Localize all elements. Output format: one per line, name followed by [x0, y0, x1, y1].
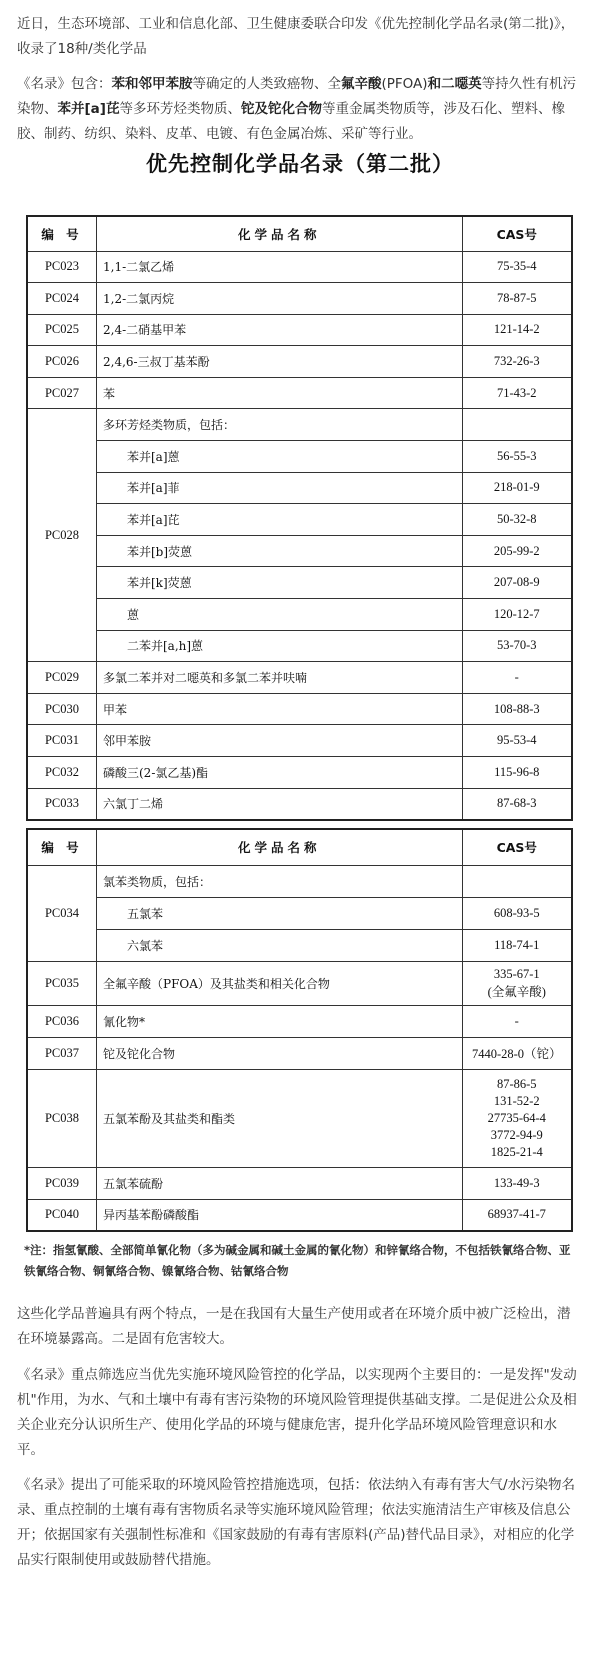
intro-paragraph-1: 近日，生态环境部、工业和信息化部、卫生健康委联合印发《优先控制化学品名录(第二批)》，收录了18种/类化学品	[17, 16, 575, 57]
table-row	[27, 1005, 572, 1037]
highlight-term: 苯和邻甲苯胺	[111, 76, 193, 92]
chemical-name: 多氯二苯并对二噁英和多氯二苯并呋喃	[97, 662, 463, 694]
intro-text: 等持久性有机污染物、	[17, 76, 577, 117]
chemical-code: PC024	[27, 283, 97, 315]
cas-number: 218-01-9	[462, 472, 572, 504]
cas-line: 1825-21-4	[490, 1144, 543, 1159]
table-footnote: *注：指氢氰酸、全部简单氰化物（多为碱金属和碱土金属的氰化物）和锌氰络合物，不包括铁氰络合物、亚铁氰络合物、铜氰络合物、镍氰络合物、钴氰络合物	[24, 1243, 571, 1278]
header-code: 编 号	[27, 216, 97, 251]
header-code: 编 号	[27, 829, 97, 865]
table-row	[27, 1037, 572, 1069]
cas-number: -	[462, 1005, 572, 1037]
chemical-name: 六氯苯	[97, 929, 463, 961]
outro-paragraph-3: 《名录》提出了可能采取的环境风险管控措施选项，包括：依法纳入有毒有害大气/水污染物名录、重点控制的土壤有毒有害物质名录等实施环境风险管理；依法实施清洁生产审核及信息公开；依据国家有关强制性标准和《国家鼓励的有毒有害原料(产品)替代品目录》，对相应的化学品实行限制使用或鼓励替代措施。	[17, 1477, 576, 1568]
intro-text: 等重金属类物质等，涉及石化、塑料、橡胶、制药、纺织、染料、皮革、电镀、有色金属冶炼、采矿等行业。	[17, 101, 565, 142]
chemical-code: PC030	[27, 693, 97, 725]
chemical-name: 五氯苯硫酚	[97, 1167, 463, 1199]
cas-number: 53-70-3	[462, 630, 572, 662]
intro-text: 《名录》包含：	[17, 76, 112, 92]
chemical-name: 苯并[a]芘	[97, 504, 463, 536]
chemical-code: PC040	[27, 1199, 97, 1231]
table-row	[27, 630, 572, 662]
cas-number: 71-43-2	[462, 377, 572, 409]
cas-number	[462, 865, 572, 897]
table-row	[27, 283, 572, 315]
chemical-name: 1,1-二氯乙烯	[97, 251, 463, 283]
chemical-name: 全氟辛酸（PFOA）及其盐类和相关化合物	[97, 961, 463, 1005]
chemical-code: PC037	[27, 1037, 97, 1069]
cas-number	[462, 1069, 572, 1167]
cas-number: 7440-28-0（铊）	[462, 1037, 572, 1069]
document-title: 优先控制化学品名录（第二批）	[146, 152, 454, 176]
chemical-code: PC033	[27, 788, 97, 820]
cas-number: 115-96-8	[462, 757, 572, 789]
chemical-table-1	[26, 215, 573, 821]
table-row	[27, 725, 572, 757]
table-row	[27, 788, 572, 820]
header-cas: CAS号	[462, 216, 572, 251]
chemical-code: PC025	[27, 314, 97, 346]
chemical-name: 六氯丁二烯	[97, 788, 463, 820]
header-name: 化学品名称	[97, 829, 463, 865]
table-row	[27, 314, 572, 346]
highlight-term: 和二噁英	[427, 76, 482, 92]
cas-number: -	[462, 662, 572, 694]
chemical-code: PC028	[27, 409, 97, 662]
cas-line: 131-52-2	[493, 1093, 540, 1108]
cas-number: 108-88-3	[462, 693, 572, 725]
table-row	[27, 535, 572, 567]
chemical-name: 磷酸三(2-氯乙基)酯	[97, 757, 463, 789]
table-row	[27, 599, 572, 631]
chemical-code: PC038	[27, 1069, 97, 1167]
table-row	[27, 472, 572, 504]
header-cas: CAS号	[462, 829, 572, 865]
intro-text: 等确定的人类致癌物、全	[192, 76, 341, 92]
chemical-name: 邻甲苯胺	[97, 725, 463, 757]
cas-line: 27735-64-4	[487, 1110, 546, 1125]
group-title: 氯苯类物质，包括：	[97, 865, 463, 897]
chemical-name: 蒽	[97, 599, 463, 631]
cas-number: 50-32-8	[462, 504, 572, 536]
cas-number: 75-35-4	[462, 251, 572, 283]
table-row	[27, 961, 572, 1005]
chemical-code: PC027	[27, 377, 97, 409]
chemical-code: PC036	[27, 1005, 97, 1037]
cas-number: 121-14-2	[462, 314, 572, 346]
table-row	[27, 929, 572, 961]
cas-line: 3772-94-9	[490, 1127, 543, 1142]
cas-line: 87-86-5	[496, 1076, 537, 1091]
highlight-term: 铊及铊化合物	[240, 101, 322, 117]
chemical-name: 苯并[k]荧蒽	[97, 567, 463, 599]
cas-number: 608-93-5	[462, 897, 572, 929]
header-name: 化学品名称	[97, 216, 463, 251]
chemical-name: 2,4-二硝基甲苯	[97, 314, 463, 346]
cas-number: 133-49-3	[462, 1167, 572, 1199]
table-row	[27, 504, 572, 536]
table-row	[27, 409, 572, 441]
table-row	[27, 897, 572, 929]
table-row	[27, 693, 572, 725]
chemical-code: PC031	[27, 725, 97, 757]
chemical-code: PC039	[27, 1167, 97, 1199]
table-row	[27, 1199, 572, 1231]
chemical-name: 二苯并[a,h]蒽	[97, 630, 463, 662]
chemical-name: 苯	[97, 377, 463, 409]
highlight-term: 氟辛酸	[341, 76, 382, 92]
chemical-code: PC029	[27, 662, 97, 694]
cas-number	[462, 409, 572, 441]
table-row	[27, 865, 572, 897]
table-row	[27, 662, 572, 694]
chemical-name: 铊及铊化合物	[97, 1037, 463, 1069]
chemical-name: 2,4,6-三叔丁基苯酚	[97, 346, 463, 378]
table-row	[27, 1069, 572, 1167]
table-row	[27, 377, 572, 409]
chemical-name: 五氯苯酚及其盐类和酯类	[97, 1069, 463, 1167]
chemical-table-2	[26, 828, 573, 1232]
cas-number: 120-12-7	[462, 599, 572, 631]
chemical-name: 苯并[a]蒽	[97, 441, 463, 473]
cas-number: 68937-41-7	[462, 1199, 572, 1231]
chemical-code: PC034	[27, 865, 97, 961]
chemical-code: PC032	[27, 757, 97, 789]
intro-paragraph-2	[17, 72, 577, 147]
chemical-name: 五氯苯	[97, 897, 463, 929]
outro-paragraph-2: 《名录》重点筛选应当优先实施环境风险管控的化学品，以实现两个主要目的：一是发挥"发动机"作用，为水、气和土壤中有毒有害污染物的环境风险管理提供基础支撑。二是促进公众及相关企业充分认识所生产、使用化学品的环境与健康危害，提升化学品环境风险管理意识和水平。	[17, 1367, 577, 1458]
cas-number: 87-68-3	[462, 788, 572, 820]
cas-line: 335-67-1	[493, 966, 540, 981]
table-row	[27, 441, 572, 473]
chemical-code: PC026	[27, 346, 97, 378]
table-row	[27, 251, 572, 283]
cas-line: (全氟辛酸)	[487, 984, 546, 999]
table-row	[27, 346, 572, 378]
cas-number: 95-53-4	[462, 725, 572, 757]
cas-number	[462, 961, 572, 1005]
chemical-code: PC035	[27, 961, 97, 1005]
cas-number: 118-74-1	[462, 929, 572, 961]
cas-number: 56-55-3	[462, 441, 572, 473]
chemical-name: 苯并[a]菲	[97, 472, 463, 504]
cas-number: 78-87-5	[462, 283, 572, 315]
outro-paragraph-1: 这些化学品普遍具有两个特点，一是在我国有大量生产使用或者在环境介质中被广泛检出，潜在环境暴露高。二是固有危害较大。	[17, 1306, 571, 1347]
intro-text: (PFOA)	[381, 76, 428, 92]
table-row	[27, 757, 572, 789]
intro-text: 等多环芳烃类物质、	[119, 101, 241, 117]
cas-number: 205-99-2	[462, 535, 572, 567]
chemical-code: PC023	[27, 251, 97, 283]
cas-number: 207-08-9	[462, 567, 572, 599]
table-row	[27, 567, 572, 599]
highlight-term: 苯并[a]芘	[57, 101, 120, 117]
group-title: 多环芳烃类物质，包括：	[97, 409, 463, 441]
chemical-name: 1,2-二氯丙烷	[97, 283, 463, 315]
chemical-name: 异丙基苯酚磷酸酯	[97, 1199, 463, 1231]
chemical-name: 氰化物*	[97, 1005, 463, 1037]
chemical-name: 甲苯	[97, 693, 463, 725]
chemical-name: 苯并[b]荧蒽	[97, 535, 463, 567]
cas-number: 732-26-3	[462, 346, 572, 378]
table-row	[27, 1167, 572, 1199]
